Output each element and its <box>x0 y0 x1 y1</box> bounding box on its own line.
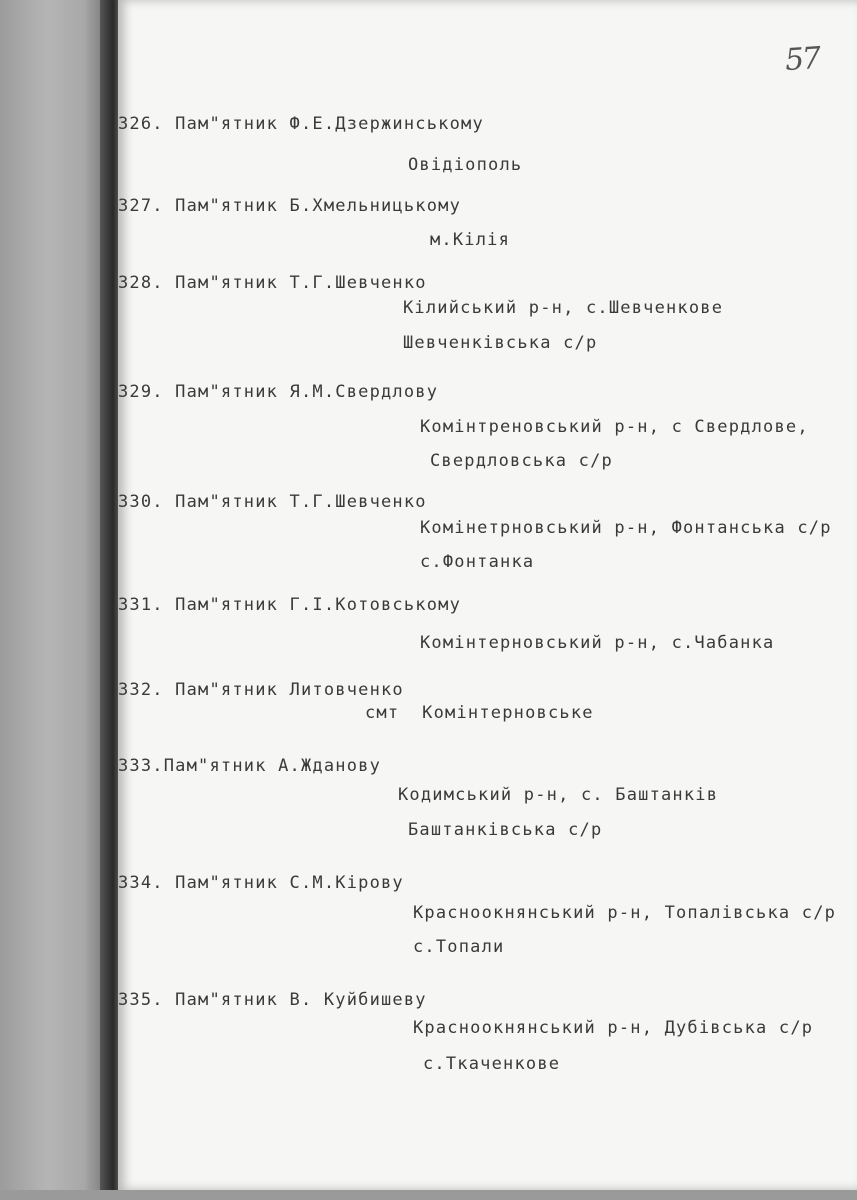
entry-328-location-2: Шевченківська с/р <box>403 333 598 353</box>
entry-332-location: смт Комінтерновське <box>365 703 594 723</box>
entry-335-title: 335. Пам"ятник В. Куйбишеву <box>118 990 427 1010</box>
entry-329-location-2: Свердловська с/р <box>430 451 613 471</box>
entry-335-location-2: с.Ткаченкове <box>423 1054 561 1074</box>
entry-334-location-2: с.Топали <box>413 937 505 957</box>
entry-327-title: 327. Пам"ятник Б.Хмельницькому <box>118 196 462 216</box>
entry-333-location-2: Баштанківська с/р <box>408 820 603 840</box>
entry-330-location-1: Комінетрновський р-н, Фонтанська с/р <box>420 518 832 538</box>
entry-331-location: Комінтерновський р-н, с.Чабанка <box>420 633 775 653</box>
entry-333-location-1: Кодимський р-н, с. Баштанків <box>398 785 719 805</box>
entry-332-title: 332. Пам"ятник Литовченко <box>118 680 404 700</box>
entry-330-location-2: с.Фонтанка <box>420 552 535 572</box>
entry-328-title: 328. Пам"ятник Т.Г.Шевченко <box>118 273 427 293</box>
entry-333-title: 333.Пам"ятник А.Жданову <box>118 756 382 776</box>
entry-327-location: м.Кілія <box>430 230 511 250</box>
entry-326-title: 326. Пам"ятник Ф.Е.Дзержинському <box>118 114 484 134</box>
entry-330-title: 330. Пам"ятник Т.Г.Шевченко <box>118 492 427 512</box>
entry-329-location-1: Комінтреновський р-н, с Свердлове, <box>420 417 809 437</box>
entry-334-location-1: Красноокнянський р-н, Топалівська с/р <box>413 903 837 923</box>
entry-328-location-1: Кілийський р-н, с.Шевченкове <box>403 298 724 318</box>
entry-326-location: Овідіополь <box>408 155 523 175</box>
page-number: 57 <box>783 40 821 79</box>
entry-331-title: 331. Пам"ятник Г.І.Котовському <box>118 595 462 615</box>
entry-335-location-1: Красноокнянський р-н, Дубівська с/р <box>413 1018 814 1038</box>
page-bottom-edge <box>0 1190 857 1200</box>
entry-329-title: 329. Пам"ятник Я.М.Свердлову <box>118 382 439 402</box>
entry-334-title: 334. Пам"ятник С.М.Кірову <box>118 873 404 893</box>
